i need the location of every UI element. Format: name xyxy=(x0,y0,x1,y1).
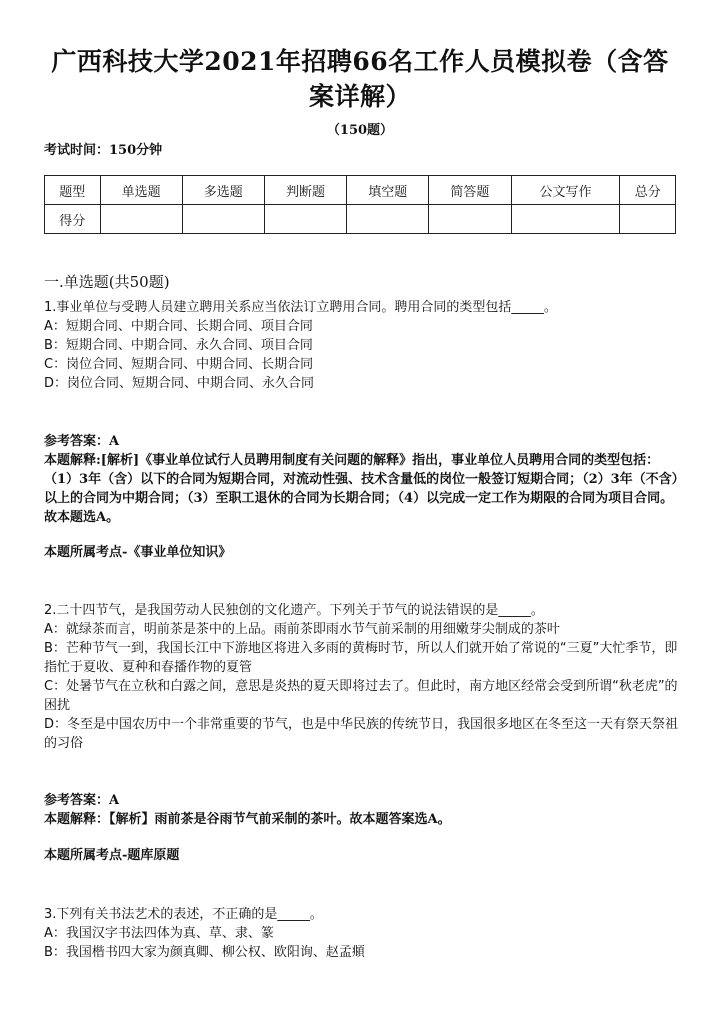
question-stem: 3.下列有关书法艺术的表述，不正确的是_____。 xyxy=(44,907,323,922)
answer-block-2 xyxy=(44,791,680,829)
header-cell: 简答题 xyxy=(429,176,511,205)
score-table xyxy=(44,175,676,234)
option-d: D：岗位合同、短期合同、中期合同、永久合同 xyxy=(44,376,315,391)
option-a: A：就绿茶而言，明前茶是茶中的上品。雨前茶即雨水节气前采制的用细嫩芽尖制成的茶叶 xyxy=(44,622,560,637)
score-cell xyxy=(264,205,346,234)
score-cell xyxy=(182,205,264,234)
topic-2: 本题所属考点-题库原题 xyxy=(44,848,180,863)
score-cell xyxy=(511,205,620,234)
header-cell: 多选题 xyxy=(182,176,264,205)
option-c: C：岗位合同、短期合同、中期合同、长期合同 xyxy=(44,357,314,372)
explanation: 本题解释：【解析】雨前茶是谷雨节气前采制的茶叶。故本题答案选A。 xyxy=(44,812,451,827)
option-b: B：短期合同、中期合同、永久合同、项目合同 xyxy=(44,338,313,353)
exam-time: 考试时间：150分钟 xyxy=(44,143,163,158)
reference-answer: 参考答案：A xyxy=(44,793,120,808)
header-cell: 判断题 xyxy=(264,176,346,205)
question-3 xyxy=(44,905,680,962)
explanation: 本题解释:[解析]《事业单位试行人员聘用制度有关问题的解释》指出，事业单位人员聘用合同的类型包括：（1）3年（含）以下的合同为短期合同，对流动性强、技术含量低的岗位一般签订短期合同；（2）3年（不含）以上的合同为中期合同；（3）至职工退休的合同为长期合同；（4）以完成一定工作为期限的合同为项目合同。故本题选A。 xyxy=(44,453,679,525)
header-cell: 填空题 xyxy=(347,176,429,205)
answer-block-1 xyxy=(44,432,680,527)
topic-1: 本题所属考点-《事业单位知识》 xyxy=(44,545,232,560)
option-a: A：我国汉字书法四体为真、草、隶、篆 xyxy=(44,926,274,941)
score-cell xyxy=(100,205,182,234)
question-stem: 2.二十四节气，是我国劳动人民独创的文化遗产。下列关于节气的说法错误的是_____。 xyxy=(44,603,544,618)
option-b: B：我国楷书四大家为颜真卿、柳公权、欧阳询、赵孟頫 xyxy=(44,945,365,960)
score-cell xyxy=(429,205,511,234)
question-1 xyxy=(44,298,680,393)
option-c: C：处暑节气在立秋和白露之间，意思是炎热的夏天即将过去了。但此时，南方地区经常会受到所谓“秋老虎”的困扰 xyxy=(44,679,678,713)
option-b: B：芒种节气一到，我国长江中下游地区将进入多雨的黄梅时节，所以人们就开始了常说的“三夏”大忙季节，即指忙于夏收、夏种和春播作物的夏管 xyxy=(44,641,678,675)
section-heading: 一.单选题(共50题) xyxy=(44,273,170,291)
question-count: （150题） xyxy=(326,123,394,138)
header-cell: 总分 xyxy=(620,176,676,205)
score-table-header-row xyxy=(45,176,676,205)
header-cell: 题型 xyxy=(45,176,101,205)
question-2 xyxy=(44,601,680,753)
row-label: 得分 xyxy=(45,205,101,234)
header-cell: 公文写作 xyxy=(511,176,620,205)
option-d: D：冬至是中国农历中一个非常重要的节气，也是中华民族的传统节日，我国很多地区在冬至这一天有祭天祭祖的习俗 xyxy=(44,717,679,751)
score-cell xyxy=(620,205,676,234)
score-cell xyxy=(347,205,429,234)
reference-answer: 参考答案：A xyxy=(44,434,120,449)
header-cell: 单选题 xyxy=(100,176,182,205)
question-stem: 1.事业单位与受聘人员建立聘用关系应当依法订立聘用合同。聘用合同的类型包括_____。 xyxy=(44,300,557,315)
option-a: A：短期合同、中期合同、长期合同、项目合同 xyxy=(44,319,313,334)
document-title: 广西科技大学2021年招聘66名工作人员模拟卷（含答案详解） xyxy=(51,47,669,111)
score-table-score-row xyxy=(45,205,676,234)
